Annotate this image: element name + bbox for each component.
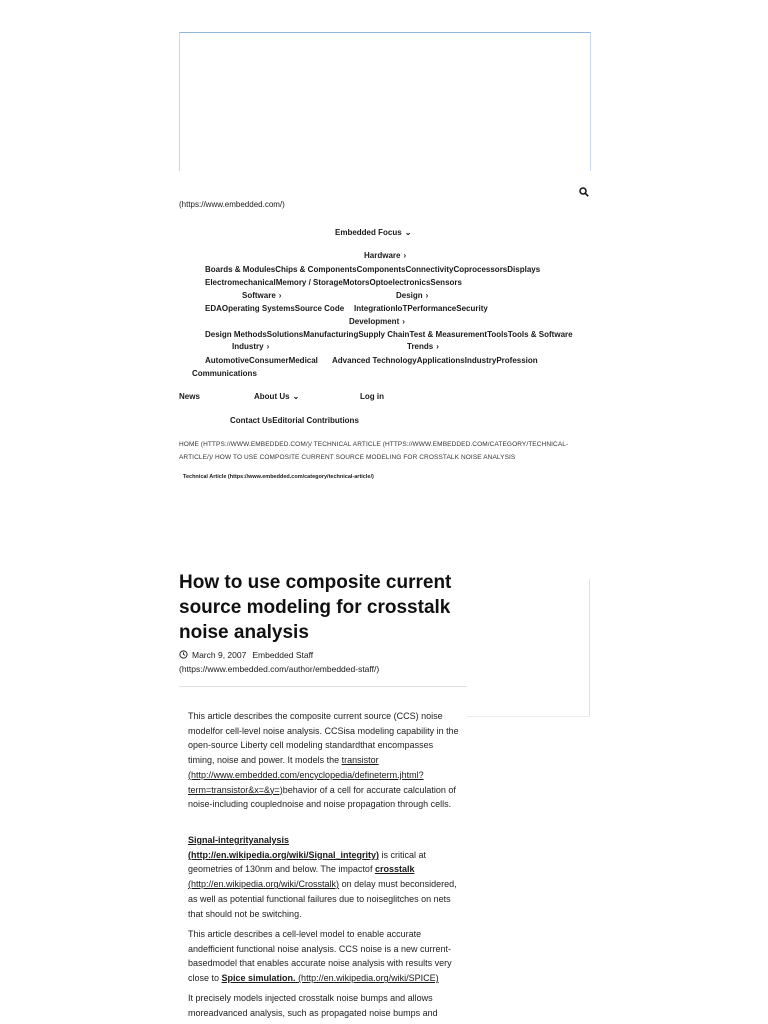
nav-development[interactable] <box>349 317 405 326</box>
search-icon[interactable] <box>579 184 589 202</box>
nav-development-items[interactable]: Design MethodsSolutionsManufacturingSupply ChainTest & MeasurementToolsTools & Software <box>205 330 573 339</box>
signal-integrity-link[interactable] <box>188 835 289 845</box>
paragraph-3 <box>188 927 460 986</box>
p3-text-a: This article describes a cell-level model to enable accurate andefficient functional noise analysis. CCS noise is a new current-basedmodel that enables accurate noise analysis with results very close to <box>188 929 452 984</box>
article-meta <box>179 650 313 661</box>
nav-industry[interactable] <box>232 342 269 351</box>
transistor-link[interactable]: transistor <box>341 755 379 766</box>
spice-url[interactable]: (http://en.wikipedia.org/wiki/SPICE) <box>295 973 439 984</box>
site-home-link[interactable]: (https://www.embedded.com/) <box>179 200 285 209</box>
sidebar-frame <box>589 579 590 717</box>
nav-log-in[interactable]: Log in <box>360 392 384 401</box>
nav-trends-label: Trends <box>407 342 434 351</box>
p1-text-a: This article describes the composite current source (CCS) noise modelfor cell-level noise analysis. CCSisa modeling capability in the open-source Liberty cell modeling standardthat encompasses timing, noise and power. It models the <box>188 711 459 766</box>
nav-design-items[interactable]: IntegrationIoTPerformanceSecurity <box>354 304 488 313</box>
nav-industry-label: Industry <box>232 342 264 351</box>
paragraph-4: It precisely models injected crosstalk noise bumps and allows moreadvanced analysis, such as propagated noise bumps and <box>188 993 438 1018</box>
nav-hardware-items[interactable]: Boards & ModulesChips & ComponentsComponentsConnectivityCoprocessorsDisplays <box>205 265 541 274</box>
nav-about-us[interactable] <box>254 392 299 401</box>
crosstalk-label: crosstalk <box>374 864 415 875</box>
spice-link[interactable] <box>222 973 296 983</box>
signal-integrity-url[interactable] <box>188 850 379 860</box>
article-date: March 9, 2007 <box>192 650 247 660</box>
nav-embedded-focus-label: Embedded Focus <box>335 228 402 237</box>
author-link[interactable]: Embedded Staff <box>252 650 314 660</box>
chevron-right-icon: › <box>425 291 429 300</box>
nav-communications[interactable]: Communications <box>192 369 257 378</box>
advertisement-frame <box>179 32 591 171</box>
chevron-right-icon: › <box>266 342 270 351</box>
p1-text-b: behavior of a cell for accurate calculation of noise-including couplednoise and noise propagation through cells. <box>188 784 456 810</box>
paragraph-1 <box>188 709 460 812</box>
author-url[interactable]: (https://www.embedded.com/author/embedded-staff/) <box>179 664 380 674</box>
header-divider <box>179 686 467 687</box>
nav-software-label: Software <box>242 291 276 300</box>
nav-industry-items[interactable]: AutomotiveConsumerMedical <box>205 356 318 365</box>
clock-icon <box>179 650 188 661</box>
chevron-right-icon: › <box>436 342 439 351</box>
nav-development-label: Development <box>349 317 400 326</box>
nav-trends-items[interactable]: Advanced TechnologyApplicationsIndustryProfession <box>332 356 538 365</box>
p2-text-a: is critical at geometries of 130nm and below. The impactof <box>188 849 427 875</box>
nav-software[interactable] <box>242 291 281 300</box>
chevron-right-icon: › <box>402 317 405 326</box>
breadcrumb-line-2[interactable]: ARTICLE/)/ HOW TO USE COMPOSITE CURRENT SOURCE MODELING FOR CROSSTALK NOISE ANALYSIS <box>179 454 516 461</box>
nav-design[interactable] <box>396 291 428 300</box>
nav-hardware-items-2[interactable]: ElectromechanicalMemory / StorageMotorsOptoelectronicsSensors <box>205 278 462 287</box>
chevron-down-icon: ⌄ <box>404 228 412 237</box>
article-title: How to use composite current source modeling for crosstalk noise analysis <box>179 572 452 643</box>
category-tag[interactable]: Technical Article (https://www.embedded.com/category/technical-article/) <box>183 474 374 480</box>
p2-text-b: on delay must beconsidered, as well as potential functional failures due to noiseglitches on nets that should not be switching. <box>188 879 457 919</box>
chevron-right-icon: › <box>278 291 282 300</box>
chevron-right-icon: › <box>403 251 407 260</box>
nav-software-items[interactable]: EDAOperating SystemsSource Code <box>205 304 345 313</box>
transistor-url[interactable]: (http://www.embedded.com/encyclopedia/defineterm.jhtml?term=transistor&x=&y=) <box>188 769 424 795</box>
signal-integrity-label: Signal-integrityanalysis <box>188 835 290 845</box>
nav-hardware-label: Hardware <box>364 251 401 260</box>
nav-about-us-label: About Us <box>254 392 290 401</box>
sidebar-frame-bottom <box>467 716 590 717</box>
nav-news[interactable]: News <box>179 392 200 401</box>
nav-design-label: Design <box>396 291 423 300</box>
crosstalk-url[interactable]: (http://en.wikipedia.org/wiki/Crosstalk) <box>188 879 340 890</box>
signal-integrity-url-text: (http://en.wikipedia.org/wiki/Signal_integrity) <box>188 849 380 860</box>
spice-label: Spice simulation. <box>221 973 296 984</box>
crosstalk-link[interactable] <box>375 864 415 874</box>
nav-contact-us[interactable]: Contact UsEditorial Contributions <box>230 416 359 425</box>
nav-trends[interactable] <box>407 342 439 351</box>
breadcrumb-line-1[interactable]: HOME (HTTPS://WWW.EMBEDDED.COM/)/ TECHNICAL ARTICLE (HTTPS://WWW.EMBEDDED.COM/CATEGORY/TECHNICAL- <box>179 441 569 448</box>
nav-embedded-focus[interactable] <box>335 228 411 237</box>
nav-hardware[interactable] <box>364 251 406 260</box>
chevron-down-icon: ⌄ <box>292 392 300 401</box>
paragraph-2 <box>188 833 460 921</box>
